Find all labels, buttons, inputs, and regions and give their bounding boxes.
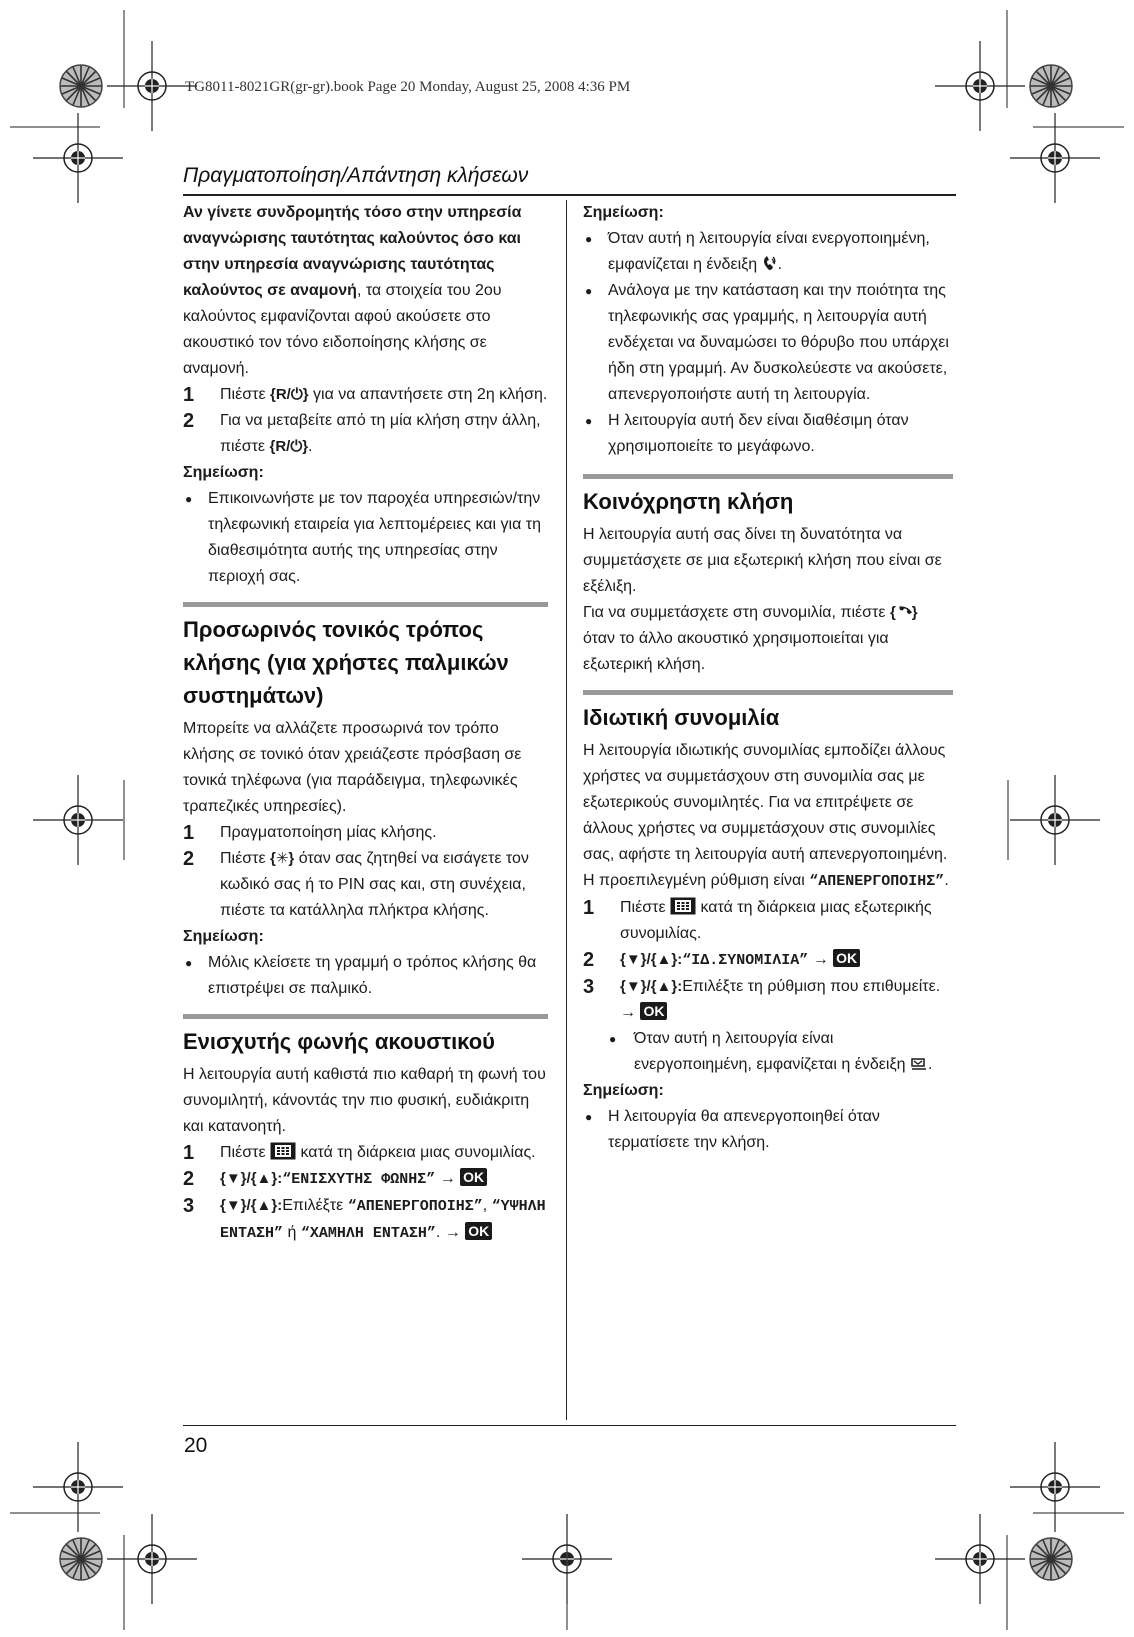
boost-note-2: ● Ανάλογα με την κατάσταση και την ποιότητα της τηλεφωνικής σας γραμμής, η λειτουργία αυτή ενδέχεται να δυναμώσει το θόρυβο που υπάρχει ήδη στη γραμμή. Αν δυσκολεύεστε να ακούσετε, απενεργοποιήστε αυτή τη λειτουργία. <box>583 278 953 408</box>
privacy-step-2: 2 {▼}/{▲}:“ΙΔ.ΣΥΝΟΜΙΛΙΑ” → OK <box>583 947 953 974</box>
right-column <box>583 200 953 1156</box>
talk-icon <box>896 606 912 620</box>
menu-key-icon <box>670 897 696 915</box>
section-bar <box>583 690 953 695</box>
privacy-step-1: 1 Πιέστε κατά τη διάρκεια μιας εξωτερικής συνομιλίας. <box>583 897 932 942</box>
print-header: TG8011-8021GR(gr-gr).book Page 20 Monday, August 25, 2008 4:36 PM <box>185 79 631 95</box>
voice-boost-icon <box>762 254 778 272</box>
boost-heading: Ενισχυτής φωνής ακουστικού <box>183 1029 495 1054</box>
footer-rule <box>183 1425 956 1426</box>
callwait-step-1: 1 Πιέστε {R/⏻} για να απαντήσετε στη 2η κλήση. <box>183 384 548 406</box>
section-bar <box>183 602 548 607</box>
conf-text-2: Για να συμμετάσχετε στη συνομιλία, πιέστε { } όταν το άλλο ακουστικό χρησιμοποιείται για εξωτερική κλήση. <box>583 600 953 678</box>
r-flash-key: {R/⏻} <box>269 438 309 455</box>
boost-note-1: ● Όταν αυτή η λειτουργία είναι ενεργοποιημένη, εμφανίζεται η ένδειξη . <box>583 226 953 278</box>
ok-key: OK <box>460 1168 487 1186</box>
boost-text: Η λειτουργία αυτή καθιστά πιο καθαρή τη φωνή του συνομιλητή, κάνοντάς την πιο φυσική, ευδιάκριτη και κατανοητή. <box>183 1066 546 1135</box>
column-divider <box>566 200 567 1420</box>
section-bar <box>583 474 953 479</box>
r-flash-key: {R/⏻} <box>270 386 309 403</box>
boost-step-1: 1 Πιέστε κατά τη διάρκεια μιας συνομιλίας. <box>183 1142 536 1164</box>
page-number: 20 <box>184 1434 208 1457</box>
note-label: Σημείωση: <box>183 928 264 945</box>
nav-keys: {▼}/{▲}: <box>620 951 683 968</box>
callwait-note: ● Επικοινωνήστε με τον παροχέα υπηρεσιών/την τηλεφωνική εταιρεία για λεπτομέρειες και για τη διαθεσιμότητα αυτής της υπηρεσίας στην περιοχή σας. <box>183 486 548 590</box>
privacy-step-3: 3 {▼}/{▲}:Επιλέξτε τη ρύθμιση που επιθυμείτε. → OK <box>583 976 941 1021</box>
privacy-mode-icon <box>910 1056 928 1072</box>
tone-text: Μπορείτε να αλλάζετε προσωρινά τον τρόπο κλήσης σε τονικό όταν χρειάζεστε πρόσβαση σε τονικά τηλέφωνα (για παράδειγμα, τηλεφωνικές τραπεζικές υπηρεσίες). <box>183 720 522 815</box>
privacy-sub-note: ● Όταν αυτή η λειτουργία είναι ενεργοποιημένη, εμφανίζεται η ένδειξη . <box>583 1026 953 1078</box>
nav-keys: {▼}/{▲}: <box>620 978 683 995</box>
ok-key: OK <box>640 1002 667 1020</box>
callwait-step-2: 2 Για να μεταβείτε από τη μία κλήση στην άλλη, πιέστε {R/⏻}. <box>183 408 548 460</box>
privacy-text: Η λειτουργία ιδιωτικής συνομιλίας εμποδίζει άλλους χρήστες να συμμετάσχουν στη συνομιλία σας με εξωτερικούς συνομιλητές. Για να επιτρέψετε σε άλλους χρήστες να συμμετάσχουν στις συνομιλίες σας, αφήστε τη λειτουργία αυτή απενεργοποιημένη. Η προεπιλεγμένη ρύθμιση είναι “ΑΠΕΝΕΡΓΟΠΟΙΗΣ”. <box>583 742 949 890</box>
menu-item-privacy: “ΙΔ.ΣΥΝΟΜΙΛΙΑ” <box>682 952 809 969</box>
title-rule <box>183 194 956 196</box>
conf-heading: Κοινόχρηστη κλήση <box>583 489 794 514</box>
page-title: Πραγματοποίηση/Απάντηση κλήσεων <box>183 164 529 187</box>
ok-key: OK <box>465 1222 492 1240</box>
privacy-note: ● Η λειτουργία θα απενεργοποιηθεί όταν τερματίσετε την κλήση. <box>583 1104 953 1156</box>
tone-step-2: 2 Πιέστε {✳} όταν σας ζητηθεί να εισάγετε τον κωδικό σας ή το PIN σας και, στη συνέχεια, πιέστε τα κατάλληλα πλήκτρα κλήσης. <box>183 848 529 919</box>
nav-keys: {▼}/{▲}: <box>220 1170 283 1187</box>
tone-heading: Προσωρινός τονικός τρόπος κλήσης (για χρήστες παλμικών συστημάτων) <box>183 617 509 708</box>
note-label: Σημείωση: <box>583 204 664 221</box>
note-label: Σημείωση: <box>583 1082 664 1099</box>
section-bar <box>183 1014 548 1019</box>
boost-step-3: 3 {▼}/{▲}:Επιλέξτε “ΑΠΕΝΕΡΓΟΠΟΙΗΣ”, “ΥΨΗΛΗ ΕΝΤΑΣΗ” ή “ΧΑΜΗΛΗ ΕΝΤΑΣΗ”. → OK <box>183 1195 546 1242</box>
tone-step-1: 1 Πραγματοποίηση μίας κλήσης. <box>183 822 437 844</box>
callwait-intro: Αν γίνετε συνδρομητής τόσο στην υπηρεσία αναγνώρισης ταυτότητας καλούντος όσο και στην υπηρεσία αναγνώρισης ταυτότητας καλούντος σε αναμονή, τα στοιχεία του 2ου καλούντος εμφανίζονται αφού ακούσετε στο ακουστικό τον τόνο ειδοποίησης κλήσης σε αναμονή. <box>183 204 522 377</box>
note-label: Σημείωση: <box>183 464 264 481</box>
talk-key: { } <box>889 604 918 621</box>
menu-key-icon <box>270 1142 296 1160</box>
boost-note-3: ● Η λειτουργία αυτή δεν είναι διαθέσιμη όταν χρησιμοποιείτε το μεγάφωνο. <box>583 408 953 460</box>
callwait-intro-bold: Αν γίνετε συνδρομητής τόσο στην υπηρεσία αναγνώρισης ταυτότητας καλούντος όσο και στην υπηρεσία αναγνώρισης ταυτότητας καλούντος σε αναμονή <box>183 204 522 299</box>
tone-note: ● Μόλις κλείσετε τη γραμμή ο τρόπος κλήσης θα επιστρέψει σε παλμικό. <box>183 950 548 1002</box>
ok-key: OK <box>833 949 860 967</box>
conf-text-1: Η λειτουργία αυτή σας δίνει τη δυνατότητα να συμμετάσχετε σε μια εξωτερική κλήση που είναι σε εξέλιξη. <box>583 526 942 595</box>
star-key: {✳} <box>270 850 295 867</box>
nav-keys: {▼}/{▲}: <box>220 1197 283 1214</box>
menu-item-voice-boost: “ΕΝΙΣΧΥΤΗΣ ΦΩΝΗΣ” <box>282 1171 436 1188</box>
privacy-heading: Ιδιωτική συνομιλία <box>583 705 780 730</box>
boost-step-2: 2 {▼}/{▲}:“ΕΝΙΣΧΥΤΗΣ ΦΩΝΗΣ” → OK <box>183 1166 548 1193</box>
left-column <box>183 200 548 1247</box>
